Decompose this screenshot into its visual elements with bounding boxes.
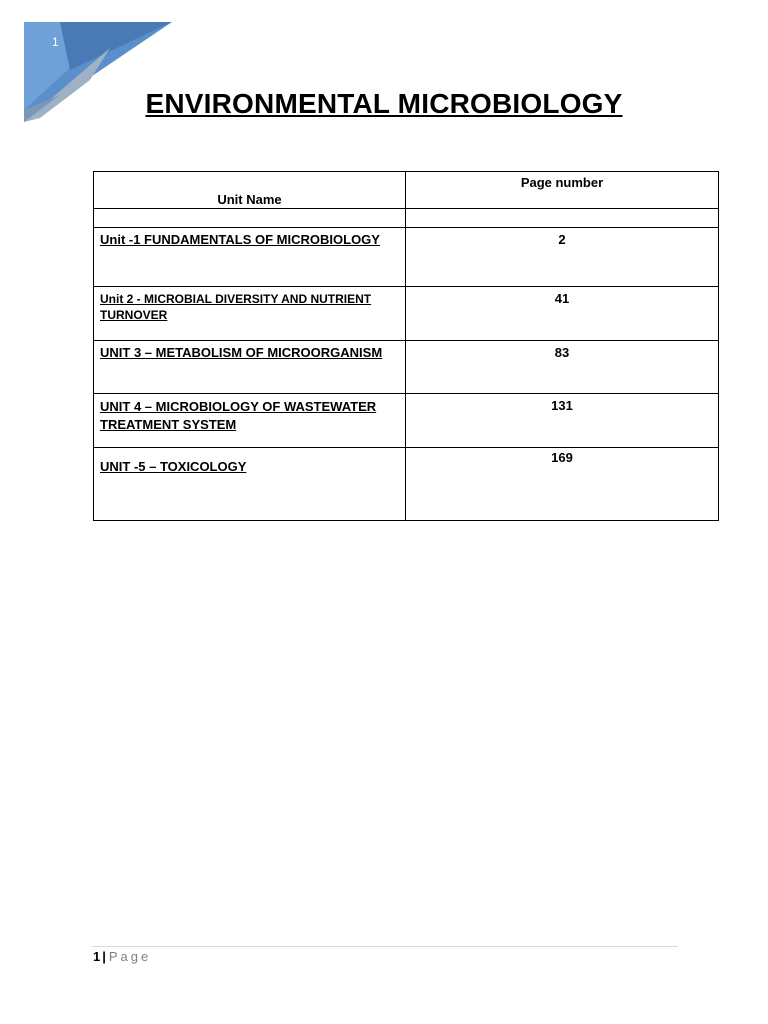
footer-divider [92,946,678,947]
table-row [94,394,719,448]
unit-name-cell: UNIT -5 – TOXICOLOGY [94,448,406,521]
toc-header-row [94,172,719,209]
table-row [94,341,719,394]
document-title: ENVIRONMENTAL MICROBIOLOGY [145,88,623,119]
page-number-cell: 169 [406,448,719,521]
unit-name-cell: UNIT 4 – MICROBIOLOGY OF WASTEWATER TREATMENT SYSTEM [94,394,406,448]
page-number-cell: 83 [406,341,719,394]
spacer-cell [94,209,406,228]
table-row [94,287,719,341]
page-footer [93,949,151,964]
page-number-cell: 2 [406,228,719,287]
table-row [94,448,719,521]
table-of-contents [93,171,719,521]
unit-name-cell: Unit 2 - MICROBIAL DIVERSITY AND NUTRIENT TURNOVER [94,287,406,341]
table-row [94,228,719,287]
page-number-cell: 131 [406,394,719,448]
toc-spacer-row [94,209,719,228]
footer-page-label: Page [108,949,152,964]
unit-name-cell: UNIT 3 – METABOLISM OF MICROORGANISM [94,341,406,394]
header-page-number: Page number [406,172,719,209]
page-number-cell: 41 [406,287,719,341]
unit-name-cell: Unit -1 FUNDAMENTALS OF MICROBIOLOGY [94,228,406,287]
footer-separator: | [102,949,106,964]
corner-page-number: 1 [52,35,59,49]
spacer-cell [406,209,719,228]
footer-page-number: 1 [93,949,101,964]
header-unit-name: Unit Name [94,172,406,209]
